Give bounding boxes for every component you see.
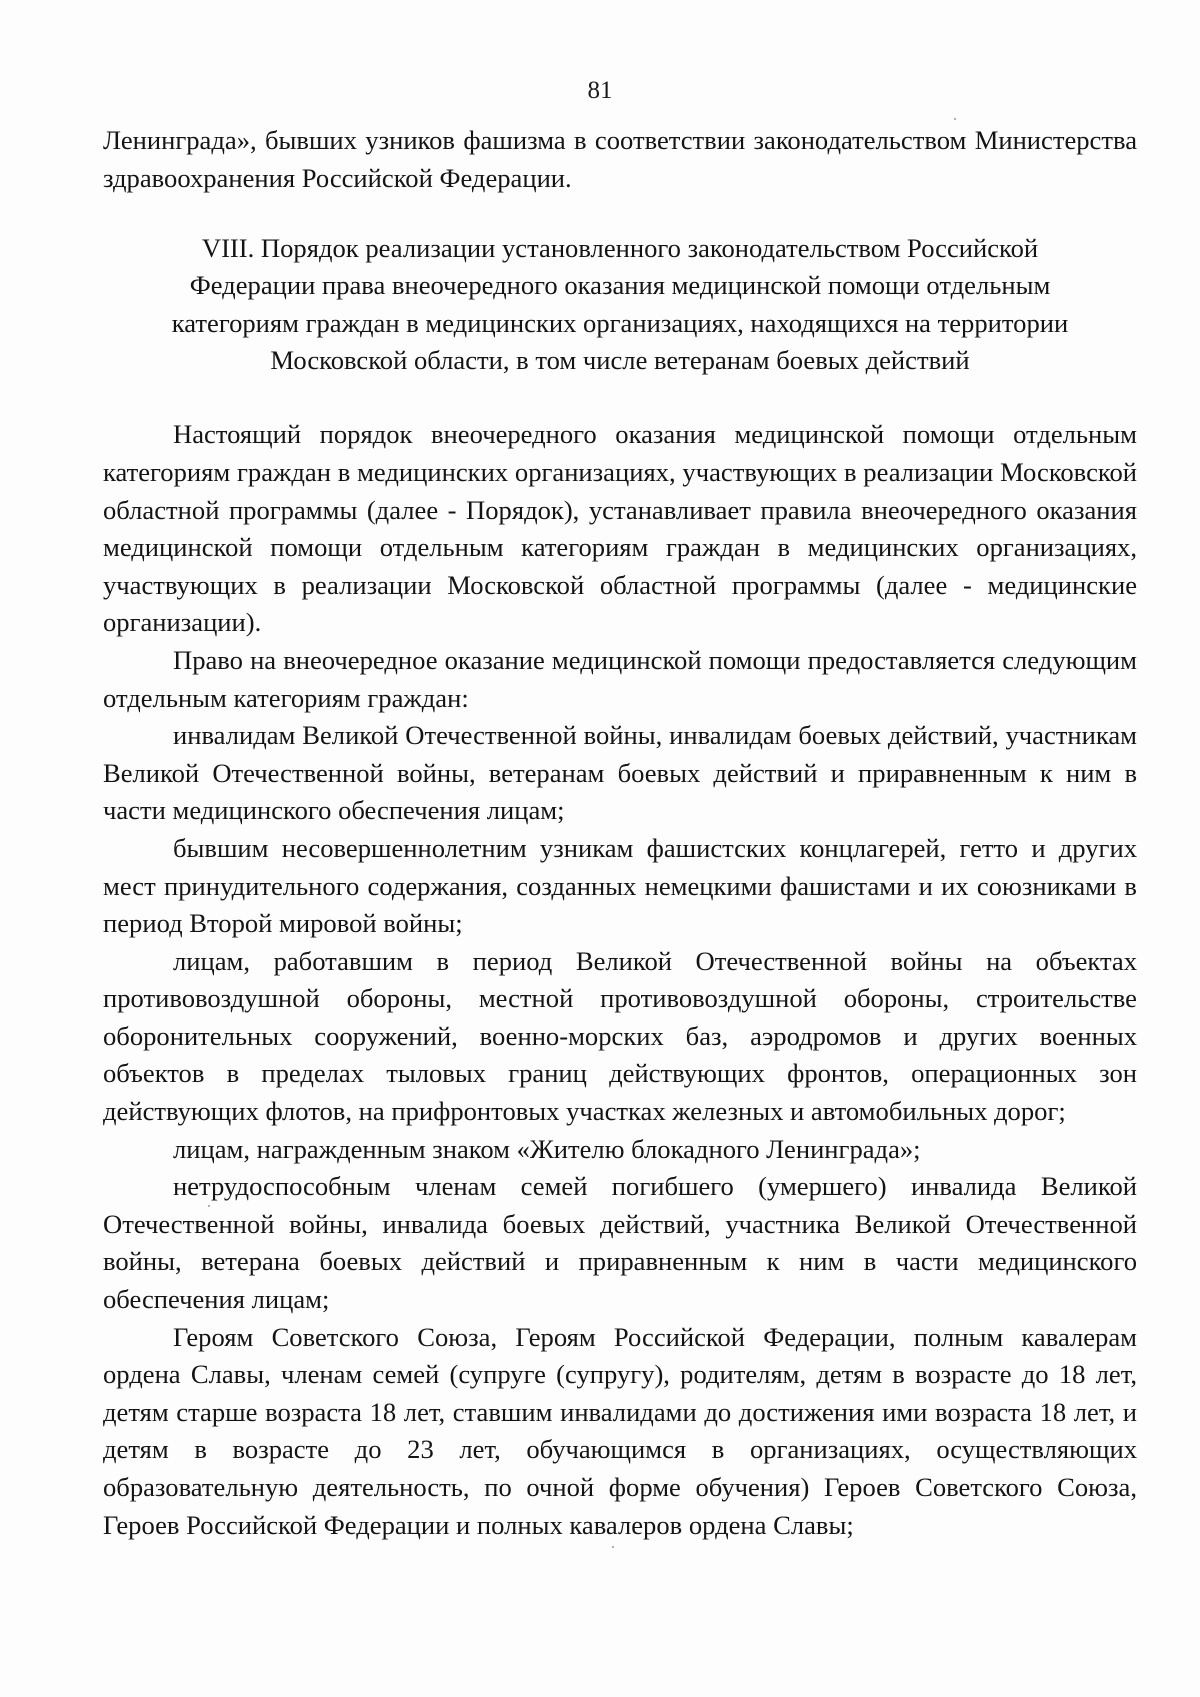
scan-speck [208, 1205, 210, 1207]
scan-speck [954, 118, 956, 120]
list-item: лицам, работавшим в период Великой Отечественной войны на объектах противовоздушной обороны, местной противовоздушной обороны, строительстве оборонительных сооружений, военно-морских баз, аэродромов и других военных объектов в пределах тыловых границ действующих фронтов, операционных зон действующих флотов, на прифронтовых участках железных и автомобильных дорог; [103, 945, 1137, 1127]
list-item: инвалидам Великой Отечественной войны, инвалидам боевых действий, участникам Великой Отечественной войны, ветеранам боевых действий и приравненным к ним в части медицинского обеспечения лицам; [103, 720, 1137, 826]
body-paragraph: Право на внеочередное оказание медицинской помощи предоставляется следующим отдельным категориям граждан: [103, 644, 1137, 713]
body-paragraph: Настоящий порядок внеочередного оказания медицинской помощи отдельным категориям граждан в медицинских организациях, участвующих в реализации Московской областной программы (далее - Порядок), устанавливает правила внеочередного оказания медицинской помощи отдельным категориям граждан в медицинских организациях, участвующих в реализации Московской областной программы (далее - медицинские организации). [103, 419, 1137, 638]
document-body [103, 122, 1137, 1544]
section-title [103, 230, 1137, 379]
intro-paragraph: Ленинграда», бывших узников фашизма в соответствии законодательством Министерства здравоохранения Российской Федерации. [103, 125, 1137, 193]
page-number: 81 [587, 77, 613, 104]
list-item: Героям Советского Союза, Героям Российской Федерации, полным кавалерам ордена Славы, членам семей (супруге (супругу), родителям, детям в возрасте до 18 лет, детям старше возраста 18 лет, ставшим инвалидами до достижения ими возраста 18 лет, и детям в возрасте до 23 лет, обучающимся в организациях, осуществляющих образовательную деятельность, по очной форме обучения) Героев Советского Союза, Героев Российской Федерации и полных кавалеров ордена Славы; [103, 1321, 1137, 1540]
list-item: бывшим несовершеннолетним узникам фашистских концлагерей, гетто и других мест принудительного содержания, созданных немецкими фашистами и их союзниками в период Второй мировой войны; [103, 832, 1137, 939]
list-item: лицам, награжденным знаком «Жителю блокадного Ленинграда»; [173, 1133, 921, 1164]
scan-speck [612, 1546, 614, 1548]
section-title-line: категориям граждан в медицинских организациях, находящихся на территории [171, 307, 1069, 338]
section-title-line: Федерации права внеочередного оказания медицинской помощи отдельным [189, 270, 1051, 301]
section-title-line: Московской области, в том числе ветеранам боевых действий [270, 345, 970, 376]
section-title-line: VIII. Порядок реализации установленного законодательством Российской [201, 233, 1039, 264]
list-item: нетрудоспособным членам семей погибшего (умершего) инвалида Великой Отечественной войны, инвалида боевых действий, участника Великой Отечественной войны, ветерана боевых действий и приравненным к ним в части медицинского обеспечения лицам; [103, 1171, 1137, 1315]
